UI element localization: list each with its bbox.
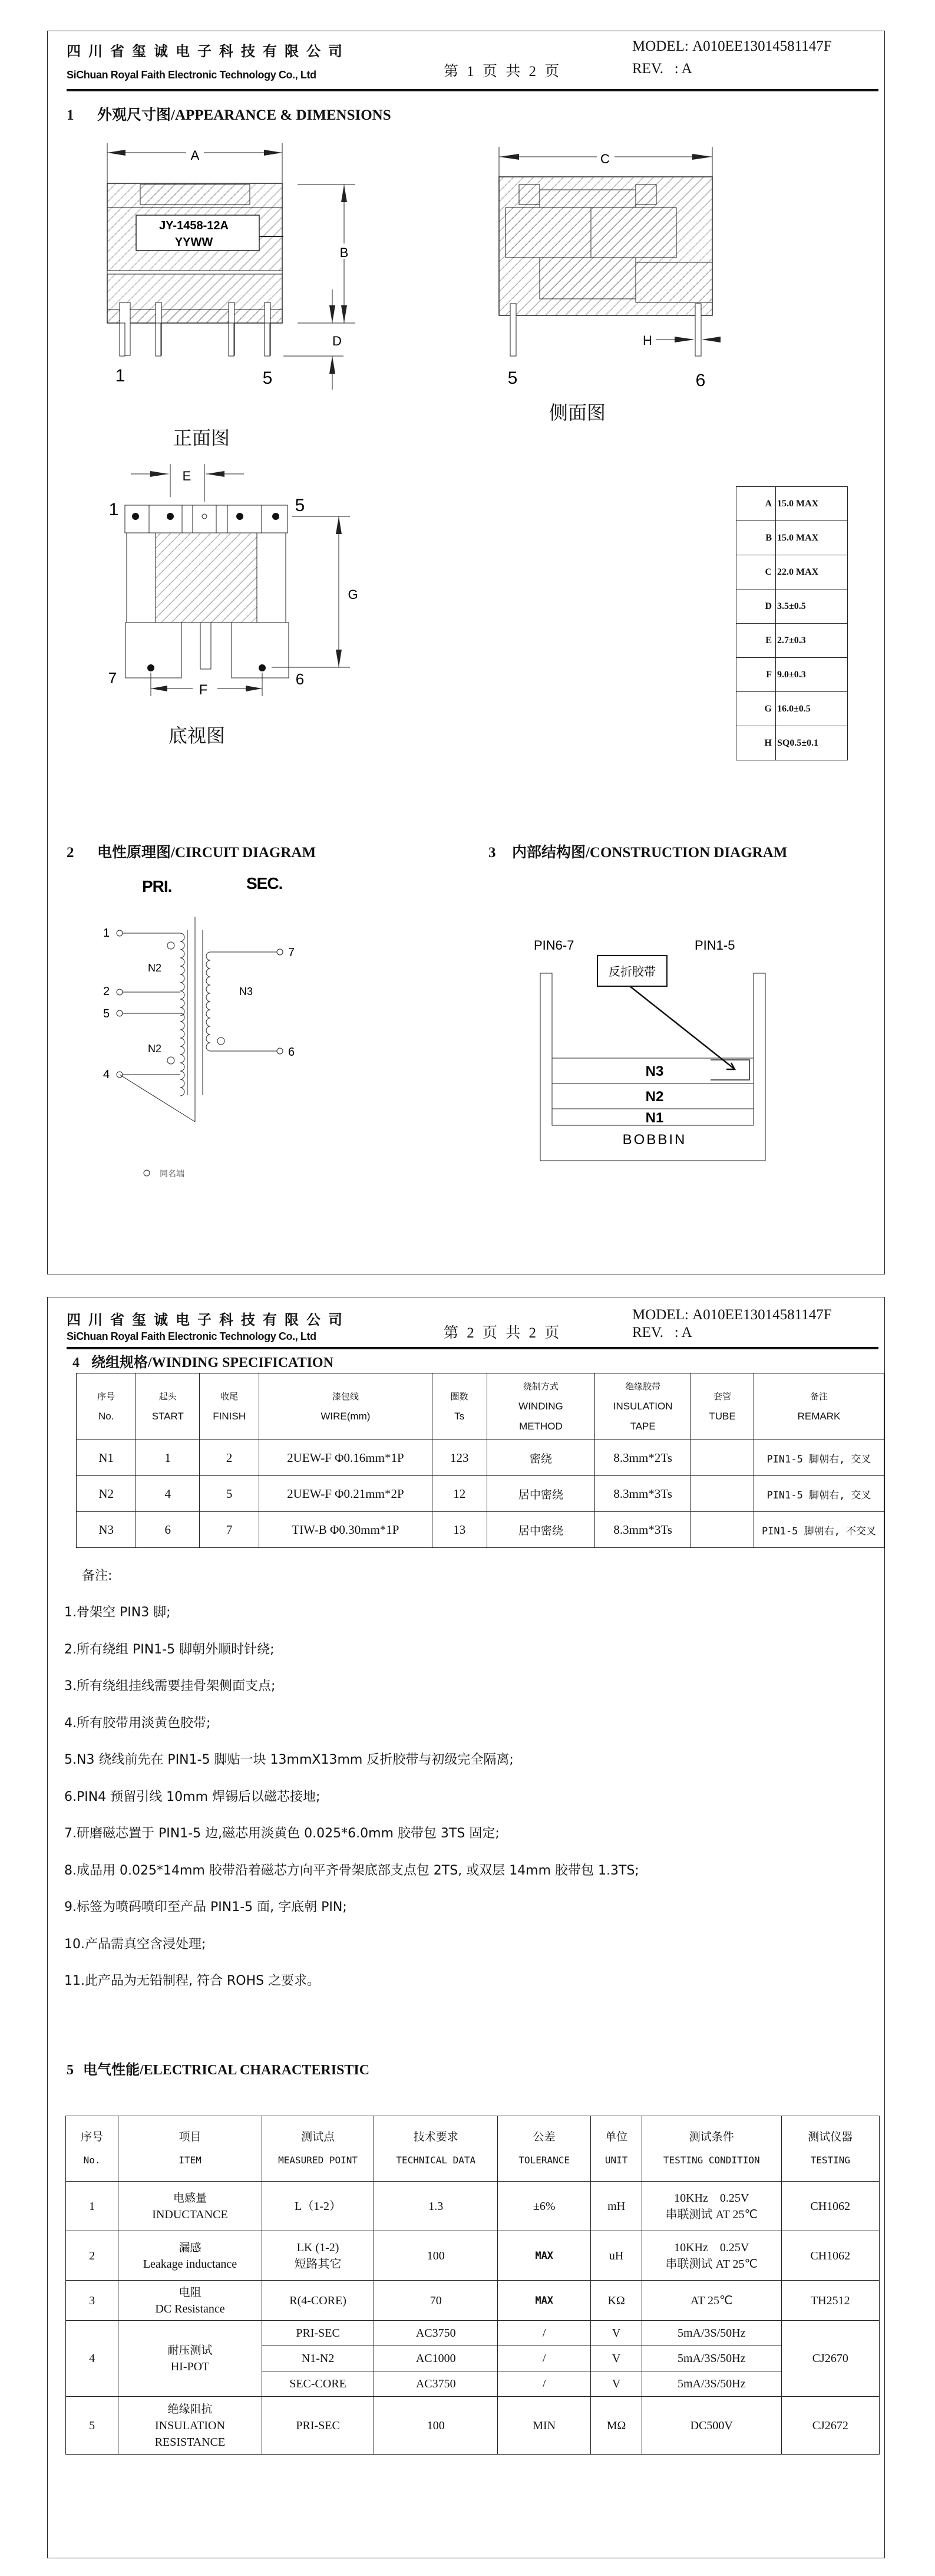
electrical-cell-data: AC1000: [374, 2346, 498, 2371]
winding-notes: [64, 1566, 883, 2008]
date-code-marking: YYWW: [174, 236, 213, 249]
page-number: 第 1 页 共 2 页: [444, 64, 562, 80]
electrical-cell-data: AC3750: [374, 2321, 498, 2346]
electrical-row: [66, 2231, 880, 2281]
electrical-cell-point: SEC-CORE: [262, 2371, 374, 2397]
winding-cell-finish: 7: [200, 1512, 259, 1548]
note-item: 10.产品需真空含浸处理;: [64, 1936, 206, 1952]
section-title-appearance: [67, 103, 391, 124]
electrical-cell-data: 1.3: [374, 2182, 498, 2231]
winding-cell-no: N1: [77, 1440, 136, 1476]
electrical-col-header: [118, 2116, 262, 2182]
header-en: REMARK: [797, 1411, 841, 1422]
dimension-key: H: [736, 726, 776, 760]
layer-n2: N2: [645, 1089, 664, 1105]
pin-1-5-label: PIN1-5: [695, 938, 735, 953]
section-title-text: 电气性能/ELECTRICAL CHARACTERISTIC: [83, 2063, 370, 2078]
cell-line: DC Resistance: [155, 2302, 225, 2315]
winding-row: [77, 1512, 884, 1548]
bobbin-label: BOBBIN: [622, 1132, 687, 1148]
cell-line: 串联测试 AT 25℃: [665, 2208, 758, 2221]
model-label: MODEL:: [632, 38, 689, 54]
note-item: 11.此产品为无铅制程, 符合 ROHS 之要求。: [64, 1974, 321, 1988]
pin-7-circuit: 7: [288, 946, 295, 959]
electrical-cell-item: [118, 2321, 262, 2397]
note-item: 9.标签为喷码喷印至产品 PIN1-5 面, 字底朝 PIN;: [64, 1900, 347, 1915]
note-item: 3.所有绕组挂线需要挂骨架侧面支点;: [64, 1679, 276, 1694]
electrical-cell-data: 100: [374, 2397, 498, 2455]
electrical-cell-item: [118, 2182, 262, 2231]
winding-cell-remark: PIN1-5 脚朝右, 不交叉: [754, 1512, 884, 1548]
layer-n3: N3: [645, 1063, 664, 1079]
note-item: 5.N3 绕线前先在 PIN1-5 脚贴一块 13mmX13mm 反折胶带与初级完全隔离;: [64, 1753, 514, 1767]
header-en: TESTING: [810, 2155, 850, 2166]
winding-col-header: [432, 1373, 487, 1440]
electrical-col-header: [642, 2116, 781, 2182]
primary-label: PRI.: [142, 877, 172, 895]
electrical-cell-instrument: TH2512: [781, 2281, 879, 2321]
electrical-cell-point: [262, 2281, 374, 2321]
layer-n1: N1: [645, 1110, 664, 1126]
winding-cell-method: 密绕: [487, 1440, 595, 1476]
electrical-cell-tolerance: ±6%: [498, 2182, 591, 2231]
header-zh: 公差: [533, 2130, 556, 2143]
model-label: MODEL:: [632, 1307, 689, 1323]
revision: [632, 61, 692, 77]
electrical-cell-condition: [642, 2231, 781, 2281]
winding-row: [77, 1440, 884, 1476]
notes-heading: 备注:: [82, 1569, 113, 1583]
winding-cell-start: 6: [136, 1512, 200, 1548]
page-number: 第 2 页 共 2 页: [444, 1325, 562, 1341]
pin-5-bottom-label: 5: [295, 496, 305, 515]
header-zh: 绝缘胶带: [625, 1381, 661, 1392]
header-en: TUBE: [709, 1411, 736, 1422]
bottom-view-caption: 底视图: [169, 724, 226, 747]
cell-line: 漏感: [179, 2241, 201, 2254]
header-en: WIRE(mm): [321, 1411, 371, 1422]
section-title-construction: [488, 841, 787, 862]
rev-value: : A: [674, 61, 692, 77]
winding-row: [77, 1476, 884, 1512]
electrical-cell-unit: KΩ: [591, 2281, 642, 2321]
cell-line: AT 25℃: [690, 2294, 733, 2307]
winding-n2-top: N2: [148, 962, 162, 974]
header-en-2: METHOD: [519, 1421, 563, 1432]
page-header: [67, 1300, 878, 1349]
winding-col-header: [595, 1373, 691, 1440]
pin-5-label: 5: [262, 368, 273, 388]
revision: [632, 1325, 692, 1341]
dimension-key: A: [736, 487, 776, 521]
header-en: TESTING CONDITION: [663, 2155, 760, 2166]
electrical-col-header: [66, 2116, 118, 2182]
electrical-row: [66, 2397, 880, 2455]
electrical-cell-unit: V: [591, 2321, 642, 2346]
header-zh: 圈数: [450, 1391, 468, 1402]
header-en: UNIT: [604, 2155, 628, 2166]
winding-col-header: [691, 1373, 754, 1440]
electrical-cell-no: 2: [66, 2231, 118, 2281]
winding-cell-method: 居中密绕: [487, 1512, 595, 1548]
header-zh: 绕制方式: [523, 1381, 559, 1392]
cell-line: 10KHz 0.25V: [674, 2241, 749, 2254]
front-view-drawing: [89, 130, 384, 413]
dimension-row: [736, 521, 848, 555]
electrical-cell-point: [262, 2182, 374, 2231]
dimension-key: E: [736, 624, 776, 658]
cell-line: INDUCTANCE: [152, 2208, 228, 2221]
section-number: 1: [67, 107, 74, 123]
winding-cell-finish: 5: [200, 1476, 259, 1512]
winding-n2-bottom: N2: [148, 1043, 162, 1055]
electrical-cell-condition: [642, 2182, 781, 2231]
header-zh: 测试条件: [689, 2130, 734, 2143]
header-en: TECHNICAL DATA: [396, 2155, 476, 2166]
electrical-row: [66, 2281, 880, 2321]
dimension-value: 22.0 MAX: [776, 555, 848, 589]
dim-a-label: A: [190, 148, 200, 163]
header-zh: 备注: [810, 1391, 828, 1402]
electrical-cell-unit: V: [591, 2371, 642, 2397]
electrical-col-header: [781, 2116, 879, 2182]
dim-b-label: B: [339, 245, 349, 260]
dimension-value: 15.0 MAX: [776, 521, 848, 555]
dim-h-label: H: [643, 333, 652, 348]
dimension-value: 9.0±0.3: [776, 658, 848, 692]
winding-cell-no: N3: [77, 1512, 136, 1548]
pin-1-label: 1: [115, 366, 125, 386]
winding-cell-tape: 8.3mm*2Ts: [595, 1440, 691, 1476]
dimension-value: 15.0 MAX: [776, 487, 848, 521]
dimension-table: [736, 486, 848, 760]
winding-cell-tape: 8.3mm*3Ts: [595, 1512, 691, 1548]
dimension-value: 3.5±0.5: [776, 589, 848, 624]
electrical-cell-condition: 5mA/3S/50Hz: [642, 2321, 781, 2346]
dimension-key: F: [736, 658, 776, 692]
cell-line: 电阻: [179, 2285, 201, 2299]
electrical-cell-unit: uH: [591, 2231, 642, 2281]
section-title-text: 内部结构图/CONSTRUCTION DIAGRAM: [512, 845, 788, 861]
winding-cell-tape: 8.3mm*3Ts: [595, 1476, 691, 1512]
cell-line: 绝缘阻抗: [167, 2402, 213, 2416]
front-view-caption: 正面图: [173, 427, 230, 449]
cell-line: 10KHz 0.25V: [674, 2191, 749, 2205]
cell-line: 电感量: [173, 2191, 207, 2205]
dim-e-label: E: [182, 469, 191, 483]
section-title-text: 绕组规格/WINDING SPECIFICATION: [91, 1355, 333, 1371]
electrical-cell-unit: MΩ: [591, 2397, 642, 2455]
electrical-col-header: [498, 2116, 591, 2182]
dimension-key: G: [736, 692, 776, 726]
dimension-row: [736, 487, 848, 521]
winding-cell-remark: PIN1-5 脚朝右, 交叉: [754, 1476, 884, 1512]
section-number: 4: [72, 1355, 80, 1371]
secondary-label: SEC.: [246, 874, 283, 892]
electrical-cell-point: [262, 2231, 374, 2281]
electrical-cell-no: 5: [66, 2397, 118, 2455]
header-zh: 收尾: [220, 1391, 239, 1402]
section-title-electrical: [67, 2058, 369, 2078]
page-header: [67, 31, 878, 91]
winding-col-header: [754, 1373, 884, 1440]
cell-line: RESISTANCE: [154, 2435, 226, 2449]
section-title-circuit: [67, 841, 316, 862]
header-zh: 项目: [179, 2130, 201, 2143]
company-name-en: SiChuan Royal Faith Electronic Technology Co., Ltd: [67, 1330, 316, 1342]
electrical-cell-condition: 5mA/3S/50Hz: [642, 2371, 781, 2397]
header-en: ITEM: [179, 2155, 201, 2166]
header-en-2: TAPE: [630, 1421, 656, 1432]
winding-cell-method: 居中密绕: [487, 1476, 595, 1512]
bottom-view-drawing: [89, 454, 384, 702]
dimension-row: [736, 726, 848, 760]
winding-col-header: [259, 1373, 432, 1440]
winding-cell-ts: 13: [432, 1512, 487, 1548]
cell-line: 串联测试 AT 25℃: [665, 2257, 758, 2271]
electrical-cell-tolerance: /: [498, 2371, 591, 2397]
model-number: [632, 38, 832, 55]
header-zh: 测试点: [301, 2130, 335, 2143]
electrical-cell-tolerance: MAX: [498, 2281, 591, 2321]
electrical-characteristic-table: [65, 2116, 880, 2455]
note-item: 6.PIN4 预留引线 10mm 焊锡后以磁芯接地;: [64, 1789, 321, 1804]
fold-back-tape-callout: 反折胶带: [609, 966, 656, 979]
dimension-key: B: [736, 521, 776, 555]
cell-line: HI-POT: [170, 2360, 210, 2373]
electrical-col-header: [262, 2116, 374, 2182]
header-zh: 技术要求: [413, 2130, 458, 2143]
electrical-cell-tolerance: /: [498, 2346, 591, 2371]
rev-value: : A: [674, 1325, 692, 1340]
winding-cell-start: 4: [136, 1476, 200, 1512]
cell-line: R(4-CORE): [289, 2294, 346, 2307]
winding-col-header: [487, 1373, 595, 1440]
header-zh: 测试仪器: [808, 2130, 853, 2143]
note-item: 7.研磨磁芯置于 PIN1-5 边,磁芯用淡黄色 0.025*6.0mm 胶带包 3TS 固定;: [64, 1826, 500, 1841]
section-title-text: 电性原理图/CIRCUIT DIAGRAM: [97, 845, 316, 861]
winding-col-header: [200, 1373, 259, 1440]
winding-col-header: [77, 1373, 136, 1440]
pin-7-bottom-label: 7: [108, 669, 117, 687]
rev-label: REV.: [632, 1325, 664, 1340]
cell-line: Leakage inductance: [143, 2257, 237, 2271]
header-en: START: [151, 1411, 184, 1422]
header-en: INSULATION: [613, 1401, 673, 1412]
header-en: No.: [83, 2155, 101, 2166]
dimension-key: D: [736, 589, 776, 624]
section-number: 2: [67, 845, 74, 861]
dimension-row: [736, 692, 848, 726]
winding-cell-no: N2: [77, 1476, 136, 1512]
electrical-cell-condition: [642, 2281, 781, 2321]
electrical-cell-no: 3: [66, 2281, 118, 2321]
winding-cell-start: 1: [136, 1440, 200, 1476]
header-en: MEASURED POINT: [278, 2155, 358, 2166]
electrical-cell-item: [118, 2397, 262, 2455]
winding-col-header: [136, 1373, 200, 1440]
pin-6-bottom-label: 6: [295, 670, 305, 688]
pin-4-circuit: 4: [103, 1068, 110, 1081]
winding-cell-ts: 123: [432, 1440, 487, 1476]
company-name-cn: 四川省玺诚电子科技有限公司: [67, 42, 350, 60]
pin-1-bottom-label: 1: [108, 500, 119, 519]
dimension-key: C: [736, 555, 776, 589]
winding-cell-wire: 2UEW-F Φ0.21mm*2P: [259, 1476, 432, 1512]
electrical-cell-unit: V: [591, 2346, 642, 2371]
header-zh: 序号: [81, 2130, 104, 2143]
dimension-value: 2.7±0.3: [776, 624, 848, 658]
section-number: 5: [67, 2063, 74, 2078]
header-en: WINDING: [518, 1401, 563, 1412]
electrical-row: [66, 2182, 880, 2231]
electrical-cell-data: AC3750: [374, 2371, 498, 2397]
electrical-col-header: [591, 2116, 642, 2182]
header-zh: 套管: [713, 1391, 732, 1402]
winding-cell-ts: 12: [432, 1476, 487, 1512]
electrical-cell-item: [118, 2281, 262, 2321]
dimension-row: [736, 658, 848, 692]
cell-line: INSULATION: [155, 2419, 225, 2432]
spec-page-1: [47, 31, 885, 1274]
section-title-winding: [72, 1350, 333, 1371]
winding-n3: N3: [239, 986, 253, 997]
electrical-cell-condition: [642, 2397, 781, 2455]
electrical-cell-data: 70: [374, 2281, 498, 2321]
dimension-value: 16.0±0.5: [776, 692, 848, 726]
dimension-row: [736, 624, 848, 658]
electrical-cell-instrument: CH1062: [781, 2231, 879, 2281]
winding-spec-table: [76, 1373, 884, 1548]
electrical-cell-condition: 5mA/3S/50Hz: [642, 2346, 781, 2371]
electrical-cell-tolerance: /: [498, 2321, 591, 2346]
electrical-cell-point: [262, 2397, 374, 2455]
section-title-text: 外观尺寸图/APPEARANCE & DIMENSIONS: [97, 107, 391, 123]
winding-cell-remark: PIN1-5 脚朝右, 交叉: [754, 1440, 884, 1476]
dimension-row: [736, 589, 848, 624]
note-item: 4.所有胶带用淡黄色胶带;: [64, 1715, 211, 1731]
winding-cell-tube: [691, 1440, 754, 1476]
cell-line: DC500V: [690, 2419, 733, 2432]
header-en: No.: [98, 1411, 114, 1422]
electrical-cell-point: PRI-SEC: [262, 2321, 374, 2346]
pin-5-side-label: 5: [507, 368, 518, 388]
electrical-cell-instrument: CH1062: [781, 2182, 879, 2231]
pin-1-circuit: 1: [103, 927, 110, 940]
circuit-diagram: [71, 868, 366, 1198]
cell-line: PRI-SEC: [296, 2419, 340, 2432]
construction-diagram: [495, 904, 825, 1198]
note-item: 2.所有绕组 PIN1-5 脚朝外顺时针绕;: [64, 1642, 275, 1657]
electrical-cell-no: 1: [66, 2182, 118, 2231]
dot-convention-legend: 同名端: [160, 1169, 184, 1178]
model-value: A010EE13014581147F: [692, 1307, 832, 1323]
winding-cell-wire: TIW-B Φ0.30mm*1P: [259, 1512, 432, 1548]
dim-c-label: C: [600, 151, 610, 166]
pin-6-side-label: 6: [695, 371, 706, 390]
electrical-col-header: [374, 2116, 498, 2182]
dimension-row: [736, 555, 848, 589]
cell-line: L（1-2）: [295, 2199, 342, 2213]
cell-line: 短路其它: [294, 2257, 342, 2271]
dim-g-label: G: [348, 587, 358, 602]
rev-label: REV.: [632, 61, 664, 77]
dim-d-label: D: [332, 334, 342, 348]
winding-cell-tube: [691, 1476, 754, 1512]
electrical-row: [66, 2321, 880, 2346]
pin-2-circuit: 2: [103, 985, 110, 998]
electrical-cell-no: 4: [66, 2321, 118, 2397]
electrical-cell-unit: mH: [591, 2182, 642, 2231]
header-zh: 序号: [97, 1391, 115, 1402]
pin-5-circuit: 5: [103, 1007, 110, 1020]
pin-6-circuit: 6: [288, 1046, 295, 1059]
part-number-marking: JY-1458-12A: [159, 219, 229, 232]
company-name-cn: 四川省玺诚电子科技有限公司: [67, 1311, 350, 1328]
header-zh: 单位: [605, 2130, 628, 2143]
note-item: 8.成品用 0.025*14mm 胶带沿着磁芯方向平齐骨架底部支点包 2TS, 或双层 14mm 胶带包 1.3TS;: [64, 1863, 639, 1878]
dimension-value: SQ0.5±0.1: [776, 726, 848, 760]
section-number: 3: [488, 845, 496, 861]
electrical-cell-tolerance: MIN: [498, 2397, 591, 2455]
spec-page-2: [47, 1297, 885, 2558]
winding-cell-finish: 2: [200, 1440, 259, 1476]
header-en: Ts: [454, 1411, 465, 1422]
header-en: FINISH: [213, 1411, 246, 1422]
model-value: A010EE13014581147F: [692, 38, 832, 54]
electrical-cell-instrument: CJ2672: [781, 2397, 879, 2455]
cell-line: LK (1-2): [296, 2241, 339, 2254]
electrical-cell-point: N1-N2: [262, 2346, 374, 2371]
cell-line: 耐压测试: [167, 2344, 213, 2357]
pin-6-7-label: PIN6-7: [534, 938, 574, 953]
header-en: TOLERANCE: [518, 2155, 570, 2166]
side-view-drawing: [460, 130, 755, 413]
dim-f-label: F: [199, 682, 208, 698]
electrical-cell-item: [118, 2231, 262, 2281]
electrical-cell-instrument: CJ2670: [781, 2321, 879, 2397]
model-number: [632, 1307, 832, 1323]
side-view-caption: 侧面图: [549, 401, 606, 424]
electrical-cell-tolerance: MAX: [498, 2231, 591, 2281]
note-item: 1.骨架空 PIN3 脚;: [64, 1605, 171, 1620]
winding-cell-tube: [691, 1512, 754, 1548]
header-zh: 起头: [158, 1391, 177, 1402]
company-name-en: SiChuan Royal Faith Electronic Technology Co., Ltd: [67, 69, 316, 81]
winding-cell-wire: 2UEW-F Φ0.16mm*1P: [259, 1440, 432, 1476]
header-zh: 漆包线: [332, 1391, 359, 1402]
electrical-cell-data: 100: [374, 2231, 498, 2281]
